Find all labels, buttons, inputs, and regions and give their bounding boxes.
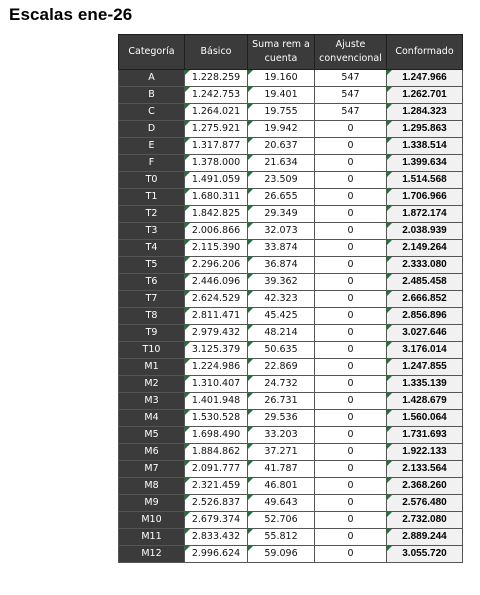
category-cell[interactable]: T10	[119, 342, 185, 359]
conformado-cell[interactable]: 2.576.480	[387, 495, 463, 512]
conformado-cell[interactable]: 2.149.264	[387, 240, 463, 257]
ajuste-cell[interactable]: 547	[315, 70, 387, 87]
suma-cell[interactable]: 59.096	[248, 546, 315, 563]
header-suma-rem-a-cuenta[interactable]: Suma rem a cuenta	[248, 35, 315, 70]
suma-cell[interactable]: 23.509	[248, 172, 315, 189]
suma-cell[interactable]: 37.271	[248, 444, 315, 461]
conformado-cell[interactable]: 1.922.133	[387, 444, 463, 461]
ajuste-cell[interactable]: 0	[315, 512, 387, 529]
category-cell[interactable]: T6	[119, 274, 185, 291]
basico-cell[interactable]: 1.228.259	[185, 70, 248, 87]
ajuste-cell[interactable]: 0	[315, 223, 387, 240]
category-cell[interactable]: T4	[119, 240, 185, 257]
suma-cell[interactable]: 46.801	[248, 478, 315, 495]
table-body	[119, 70, 463, 563]
table-row	[119, 308, 463, 325]
conformado-cell[interactable]: 1.872.174	[387, 206, 463, 223]
suma-cell[interactable]: 19.401	[248, 87, 315, 104]
table-row	[119, 155, 463, 172]
suma-cell[interactable]: 32.073	[248, 223, 315, 240]
basico-cell[interactable]: 2.321.459	[185, 478, 248, 495]
basico-cell[interactable]: 2.996.624	[185, 546, 248, 563]
table-row	[119, 546, 463, 563]
ajuste-cell[interactable]: 0	[315, 121, 387, 138]
conformado-cell[interactable]: 2.889.244	[387, 529, 463, 546]
suma-cell[interactable]: 50.635	[248, 342, 315, 359]
category-cell[interactable]: T7	[119, 291, 185, 308]
category-cell[interactable]: M5	[119, 427, 185, 444]
table-row	[119, 376, 463, 393]
conformado-cell[interactable]: 2.666.852	[387, 291, 463, 308]
conformado-cell[interactable]: 2.856.896	[387, 308, 463, 325]
conformado-cell[interactable]: 3.176.014	[387, 342, 463, 359]
ajuste-cell[interactable]: 0	[315, 478, 387, 495]
category-cell[interactable]: C	[119, 104, 185, 121]
basico-cell[interactable]: 1.401.948	[185, 393, 248, 410]
ajuste-cell[interactable]: 0	[315, 546, 387, 563]
conformado-cell[interactable]: 1.284.323	[387, 104, 463, 121]
conformado-cell[interactable]: 1.560.064	[387, 410, 463, 427]
category-cell[interactable]: M2	[119, 376, 185, 393]
category-cell[interactable]: F	[119, 155, 185, 172]
conformado-cell[interactable]: 1.262.701	[387, 87, 463, 104]
ajuste-cell[interactable]: 0	[315, 444, 387, 461]
category-cell[interactable]: M8	[119, 478, 185, 495]
ajuste-cell[interactable]: 0	[315, 376, 387, 393]
basico-cell[interactable]: 1.264.021	[185, 104, 248, 121]
conformado-cell[interactable]: 3.055.720	[387, 546, 463, 563]
basico-cell[interactable]: 1.842.825	[185, 206, 248, 223]
conformado-cell[interactable]: 1.731.693	[387, 427, 463, 444]
table-row	[119, 444, 463, 461]
basico-cell[interactable]: 2.296.206	[185, 257, 248, 274]
table-row	[119, 189, 463, 206]
ajuste-cell[interactable]: 547	[315, 87, 387, 104]
suma-cell[interactable]: 45.425	[248, 308, 315, 325]
basico-cell[interactable]: 1.378.000	[185, 155, 248, 172]
table-row	[119, 206, 463, 223]
scales-table	[118, 34, 463, 563]
ajuste-cell[interactable]: 0	[315, 342, 387, 359]
ajuste-cell[interactable]: 0	[315, 189, 387, 206]
conformado-cell[interactable]: 2.133.564	[387, 461, 463, 478]
category-cell[interactable]: M10	[119, 512, 185, 529]
table-row	[119, 478, 463, 495]
ajuste-cell[interactable]: 0	[315, 325, 387, 342]
basico-cell[interactable]: 1.698.490	[185, 427, 248, 444]
category-cell[interactable]: T3	[119, 223, 185, 240]
table-row	[119, 495, 463, 512]
table-row	[119, 87, 463, 104]
suma-cell[interactable]: 19.755	[248, 104, 315, 121]
category-cell[interactable]: M7	[119, 461, 185, 478]
category-cell[interactable]: T0	[119, 172, 185, 189]
basico-cell[interactable]: 2.833.432	[185, 529, 248, 546]
basico-cell[interactable]: 2.979.432	[185, 325, 248, 342]
table-row	[119, 342, 463, 359]
table-row	[119, 121, 463, 138]
conformado-cell[interactable]: 2.732.080	[387, 512, 463, 529]
basico-cell[interactable]: 1.310.407	[185, 376, 248, 393]
conformado-cell[interactable]: 1.428.679	[387, 393, 463, 410]
conformado-cell[interactable]: 1.247.966	[387, 70, 463, 87]
basico-cell[interactable]: 2.446.096	[185, 274, 248, 291]
ajuste-cell[interactable]: 0	[315, 257, 387, 274]
suma-cell[interactable]: 29.349	[248, 206, 315, 223]
basico-cell[interactable]: 1.884.862	[185, 444, 248, 461]
table-row	[119, 410, 463, 427]
suma-cell[interactable]: 26.655	[248, 189, 315, 206]
category-cell[interactable]: D	[119, 121, 185, 138]
header-ajuste-convencional[interactable]: Ajuste convencional	[315, 35, 387, 70]
category-cell[interactable]: T1	[119, 189, 185, 206]
ajuste-cell[interactable]: 0	[315, 291, 387, 308]
basico-cell[interactable]: 1.530.528	[185, 410, 248, 427]
basico-cell[interactable]: 3.125.379	[185, 342, 248, 359]
category-cell[interactable]: T5	[119, 257, 185, 274]
header-basico[interactable]: Básico	[185, 35, 248, 70]
suma-cell[interactable]: 42.323	[248, 291, 315, 308]
suma-cell[interactable]: 33.874	[248, 240, 315, 257]
conformado-cell[interactable]: 1.706.966	[387, 189, 463, 206]
conformado-cell[interactable]: 3.027.646	[387, 325, 463, 342]
suma-cell[interactable]: 41.787	[248, 461, 315, 478]
ajuste-cell[interactable]: 0	[315, 427, 387, 444]
conformado-cell[interactable]: 1.399.634	[387, 155, 463, 172]
category-cell[interactable]: M1	[119, 359, 185, 376]
conformado-cell[interactable]: 2.333.080	[387, 257, 463, 274]
category-cell[interactable]: A	[119, 70, 185, 87]
suma-cell[interactable]: 26.731	[248, 393, 315, 410]
ajuste-cell[interactable]: 0	[315, 495, 387, 512]
basico-cell[interactable]: 1.317.877	[185, 138, 248, 155]
table-row	[119, 257, 463, 274]
table-row	[119, 512, 463, 529]
table-row	[119, 359, 463, 376]
ajuste-cell[interactable]: 0	[315, 461, 387, 478]
basico-cell[interactable]: 2.115.390	[185, 240, 248, 257]
category-cell[interactable]: T9	[119, 325, 185, 342]
table-row	[119, 70, 463, 87]
ajuste-cell[interactable]: 0	[315, 359, 387, 376]
suma-cell[interactable]: 49.643	[248, 495, 315, 512]
suma-cell[interactable]: 24.732	[248, 376, 315, 393]
table-row	[119, 325, 463, 342]
basico-cell[interactable]: 1.275.921	[185, 121, 248, 138]
basico-cell[interactable]: 2.624.529	[185, 291, 248, 308]
category-cell[interactable]: E	[119, 138, 185, 155]
suma-cell[interactable]: 48.214	[248, 325, 315, 342]
suma-cell[interactable]: 52.706	[248, 512, 315, 529]
ajuste-cell[interactable]: 547	[315, 104, 387, 121]
conformado-cell[interactable]: 1.247.855	[387, 359, 463, 376]
table-row	[119, 291, 463, 308]
ajuste-cell[interactable]: 0	[315, 393, 387, 410]
conformado-cell[interactable]: 2.485.458	[387, 274, 463, 291]
basico-cell[interactable]: 1.491.059	[185, 172, 248, 189]
table-row	[119, 427, 463, 444]
suma-cell[interactable]: 55.812	[248, 529, 315, 546]
ajuste-cell[interactable]: 0	[315, 172, 387, 189]
suma-cell[interactable]: 19.160	[248, 70, 315, 87]
suma-cell[interactable]: 19.942	[248, 121, 315, 138]
category-cell[interactable]: M6	[119, 444, 185, 461]
table-row	[119, 104, 463, 121]
suma-cell[interactable]: 39.362	[248, 274, 315, 291]
category-cell[interactable]: M3	[119, 393, 185, 410]
ajuste-cell[interactable]: 0	[315, 206, 387, 223]
table-row	[119, 223, 463, 240]
header-row	[119, 35, 463, 70]
conformado-cell[interactable]: 2.368.260	[387, 478, 463, 495]
category-cell[interactable]: M12	[119, 546, 185, 563]
category-cell[interactable]: T8	[119, 308, 185, 325]
ajuste-cell[interactable]: 0	[315, 155, 387, 172]
conformado-cell[interactable]: 2.038.939	[387, 223, 463, 240]
category-cell[interactable]: M9	[119, 495, 185, 512]
page-title: Escalas ene-26	[9, 5, 133, 24]
table-row	[119, 461, 463, 478]
basico-cell[interactable]: 1.242.753	[185, 87, 248, 104]
table-row	[119, 138, 463, 155]
basico-cell[interactable]: 2.526.837	[185, 495, 248, 512]
table-row	[119, 240, 463, 257]
header-categoria[interactable]: Categoría	[119, 35, 185, 70]
ajuste-cell[interactable]: 0	[315, 410, 387, 427]
basico-cell[interactable]: 2.091.777	[185, 461, 248, 478]
category-cell[interactable]: M11	[119, 529, 185, 546]
basico-cell[interactable]: 2.006.866	[185, 223, 248, 240]
basico-cell[interactable]: 2.811.471	[185, 308, 248, 325]
ajuste-cell[interactable]: 0	[315, 274, 387, 291]
ajuste-cell[interactable]: 0	[315, 138, 387, 155]
category-cell[interactable]: B	[119, 87, 185, 104]
basico-cell[interactable]: 2.679.374	[185, 512, 248, 529]
suma-cell[interactable]: 22.869	[248, 359, 315, 376]
ajuste-cell[interactable]: 0	[315, 529, 387, 546]
suma-cell[interactable]: 21.634	[248, 155, 315, 172]
conformado-cell[interactable]: 1.335.139	[387, 376, 463, 393]
basico-cell[interactable]: 1.680.311	[185, 189, 248, 206]
suma-cell[interactable]: 36.874	[248, 257, 315, 274]
ajuste-cell[interactable]: 0	[315, 308, 387, 325]
table-row	[119, 274, 463, 291]
category-cell[interactable]: M4	[119, 410, 185, 427]
basico-cell[interactable]: 1.224.986	[185, 359, 248, 376]
ajuste-cell[interactable]: 0	[315, 240, 387, 257]
conformado-cell[interactable]: 1.338.514	[387, 138, 463, 155]
suma-cell[interactable]: 29.536	[248, 410, 315, 427]
table-row	[119, 172, 463, 189]
suma-cell[interactable]: 20.637	[248, 138, 315, 155]
category-cell[interactable]: T2	[119, 206, 185, 223]
table-row	[119, 393, 463, 410]
table-row	[119, 529, 463, 546]
conformado-cell[interactable]: 1.295.863	[387, 121, 463, 138]
suma-cell[interactable]: 33.203	[248, 427, 315, 444]
header-conformado[interactable]: Conformado	[387, 35, 463, 70]
conformado-cell[interactable]: 1.514.568	[387, 172, 463, 189]
